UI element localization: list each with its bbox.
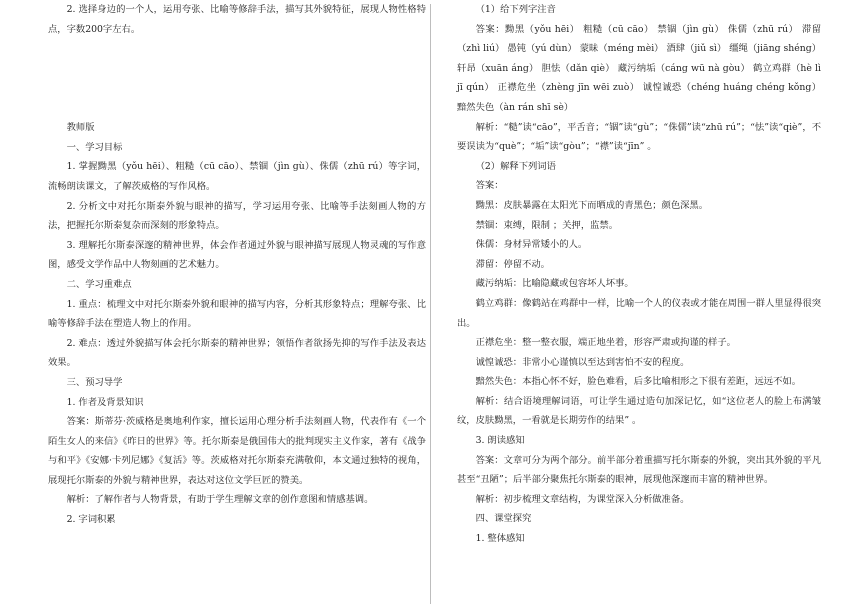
definition-item: 侏儒：身材异常矮小的人。 xyxy=(475,239,588,251)
edition-label: 教师版 xyxy=(66,122,95,134)
definition-analysis: 解析：结合语境理解词语，可让学生通过造句加深记忆，如“这位老人的脸上布满皱纹，皮肤黝黑，一看就是长期劳作的结果” 。 xyxy=(457,395,821,427)
question-pinyin-title: （1）给下列字注音 xyxy=(475,4,556,15)
difficult-point: 2. 难点：透过外貌描写体会托尔斯泰的精神世界；领悟作者欲扬先抑的写作手法及表达效果。 xyxy=(48,337,426,369)
sub-title-overall: 1. 整体感知 xyxy=(475,533,525,545)
author-answer: 答案：斯蒂芬·茨威格是奥地利作家，擅长运用心理分析手法刻画人物，代表作有《一个陌生女人的来信》《昨日的世界》等。托尔斯泰是俄国伟大的批判现实主义作家，著有《战争与和平》《安娜·卡列尼娜》《复活》等。茨威格对托尔斯泰充满敬仰，本文通过独特的视角，展现托尔斯泰的外貌与精神世界，表达对这位文学巨匠的赞美。 xyxy=(48,416,426,486)
section-title-goals: 一、学习目标 xyxy=(66,141,123,153)
blank-space xyxy=(48,39,426,118)
definition-answer-label: 答案： xyxy=(475,180,504,192)
pinyin-answer: 答案：黝黑（yǒu hēi） 粗糙（cū cāo） 禁锢（jìn gù） 侏儒（zhū rú） 滞留（zhì liú） 愚钝（yú dùn） 蒙昧（méng mèi） 酒肆（jiǔ sì） 缰绳（jiāng shéng） 轩昂（xuān áng） 胆怯（dǎn qiè） 藏污纳垢（cáng wū nà gòu） 鹤立鸡群（hè lì jī qún） 正襟危坐（zhèng jīn wēi zuò） 诚惶诚恐（chéng huáng chéng kǒng） 黯然失色（àn rán shī sè） xyxy=(457,23,821,113)
section-title-key-points: 二、学习重难点 xyxy=(66,278,132,290)
reading-analysis: 解析：初步梳理文章结构，为课堂深入分析做准备。 xyxy=(475,493,690,505)
reading-answer: 答案：文章可分为两个部分。前半部分着重描写托尔斯泰的外貌，突出其外貌的平凡甚至“丑陋”；后半部分聚焦托尔斯泰的眼神，展现他深邃而丰富的精神世界。 xyxy=(457,454,821,486)
definition-item: 正襟危坐：整一整衣服，端正地坐着，形容严肃或拘谨的样子。 xyxy=(475,337,736,349)
left-column xyxy=(48,0,426,530)
right-column xyxy=(457,0,821,549)
section-title-preview: 三、预习导学 xyxy=(66,376,123,388)
column-divider xyxy=(430,4,431,604)
sub-title-reading: 3. 朗读感知 xyxy=(475,435,525,447)
author-analysis: 解析：了解作者与人物背景，有助于学生理解文章的创作意图和情感基调。 xyxy=(66,494,374,506)
definition-item: 诚惶诚恐：非常小心谨慎以至达到害怕不安的程度。 xyxy=(475,356,690,368)
definition-item: 鹤立鸡群：像鹤站在鸡群中一样，比喻一个人的仪表或才能在周围一群人里显得很突出。 xyxy=(457,297,821,329)
goal-3: 3. 理解托尔斯泰深邃的精神世界，体会作者通过外貌与眼神描写展现人物灵魂的写作意图，感受文学作品中人物刻画的艺术魅力。 xyxy=(48,239,426,271)
goal-1: 1. 掌握黝黑（yǒu hēi）、粗糙（cū cāo）、禁锢（jìn gù）、侏儒（zhū rú）等字词，流畅朗读课文，了解茨威格的写作风格。 xyxy=(48,161,426,192)
section-title-exploration: 四、课堂探究 xyxy=(475,513,532,525)
goal-2: 2. 分析文中对托尔斯泰外貌与眼神的描写，学习运用夸张、比喻等手法刻画人物的方法，把握托尔斯泰复杂而深刻的形象特点。 xyxy=(48,200,426,232)
definition-item: 禁锢：束缚，限制 ；关押，监禁。 xyxy=(475,219,619,231)
definition-item: 黝黑：皮肤暴露在太阳光下而晒成的青黑色；颜色深黑。 xyxy=(475,199,709,211)
definition-item: 黯然失色：本指心怀不好，脸色难看，后多比喻相形之下很有差距，远远不如。 xyxy=(475,376,801,388)
sub-title-vocabulary: 2. 字词积累 xyxy=(66,514,116,526)
definition-item: 滞留：停留不动。 xyxy=(475,258,550,270)
question-definition-title: （2）解释下列词语 xyxy=(475,160,556,172)
key-point: 1. 重点：梳理文中对托尔斯泰外貌和眼神的描写内容，分析其形象特点；理解夸张、比喻等修辞手法在塑造人物上的作用。 xyxy=(48,298,426,330)
definition-item: 藏污纳垢：比喻隐藏或包容坏人坏事。 xyxy=(475,278,634,290)
writing-task-2: 2. 选择身边的一个人，运用夸张、比喻等修辞手法，描写其外貌特征，展现人物性格特点，字数200字左右。 xyxy=(48,4,426,35)
sub-title-author: 1. 作者及背景知识 xyxy=(66,396,144,408)
pinyin-analysis: 解析：“糙”读“cāo”，平舌音；“锢”读“gù”；“侏儒”读“zhū rú”；“怯”读“qiè”，不要误读为“què”；“垢”读“gòu”；“襟”读“jīn” 。 xyxy=(457,121,821,153)
